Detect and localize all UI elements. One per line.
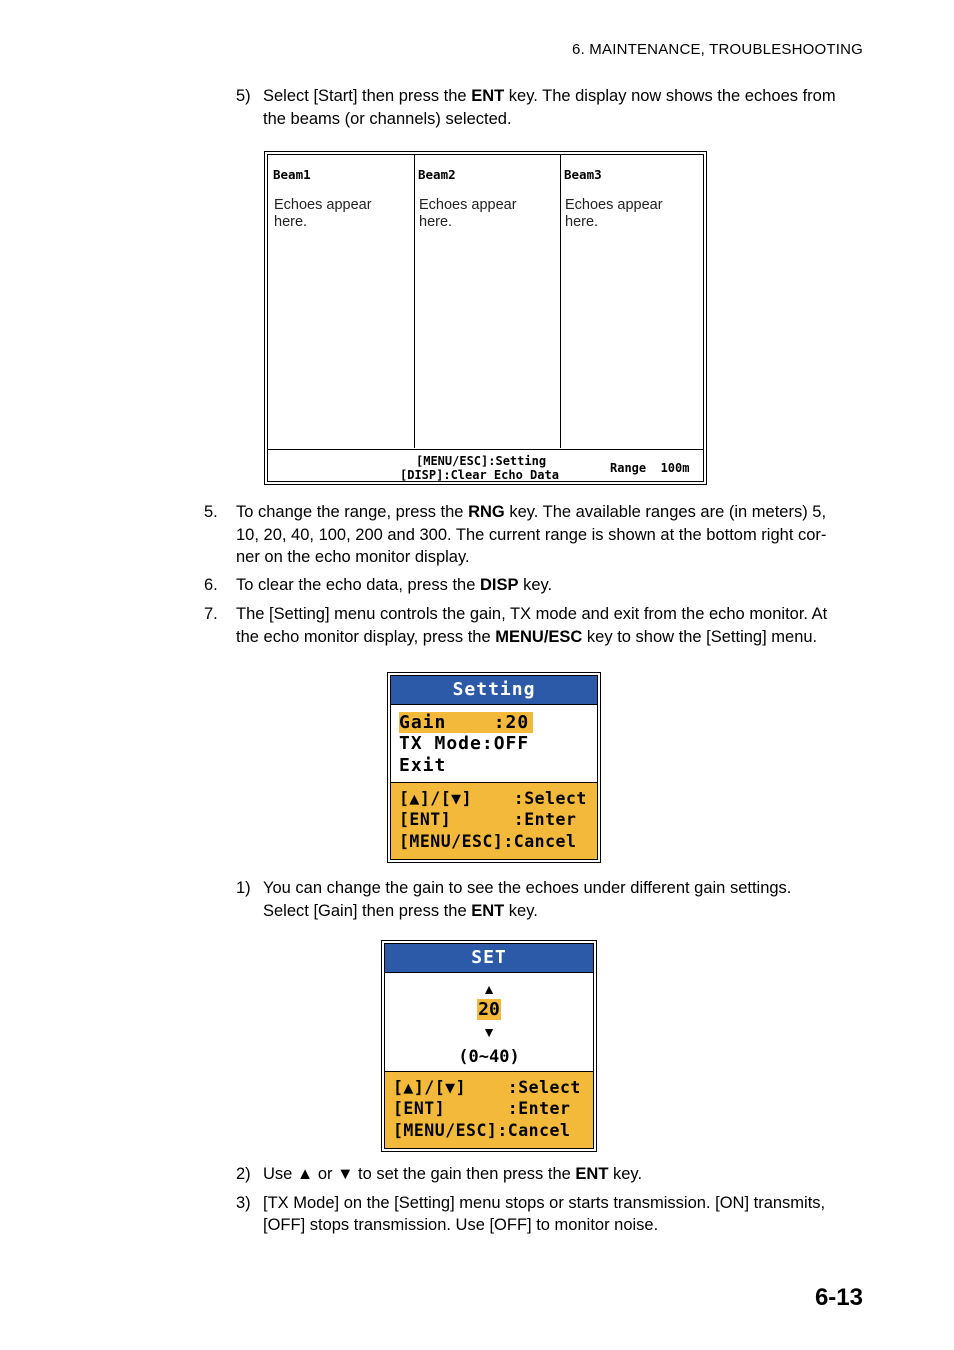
- menu-item-tx-mode[interactable]: TX Mode:OFF: [399, 733, 530, 754]
- substep-1: [0, 877, 954, 925]
- down-arrow-icon[interactable]: ▼: [482, 1024, 496, 1040]
- step-number: 3): [236, 1194, 251, 1212]
- setting-menu-footer: [391, 782, 597, 859]
- substep-2: [0, 1163, 954, 1187]
- step-text-line2: 10, 20, 40, 100, 200 and 300. The current range is shown at the bottom right cor-: [236, 526, 827, 544]
- step-text-line1: To change the range, press the RNG key. The available ranges are (in meters) 5,: [236, 503, 827, 521]
- step-text-line2: the echo monitor display, press the MENU/ESC key to show the [Setting] menu.: [236, 628, 818, 646]
- step-text-line3: ner on the echo monitor display.: [236, 548, 470, 566]
- gain-value-wrap: [385, 999, 593, 1020]
- substep-3: [0, 1192, 954, 1240]
- footer-select-hint: [▲]/[▼] :Select: [399, 789, 587, 808]
- beam-title: Beam3: [564, 167, 602, 182]
- step-5a: [0, 85, 954, 135]
- range-indicator: Range 100m: [610, 461, 690, 475]
- step-number: 2): [236, 1165, 251, 1183]
- step-number: 7.: [204, 605, 218, 623]
- beam-placeholder-text: Echoes appear here.: [419, 197, 517, 230]
- menu-item-gain[interactable]: Gain :20: [399, 712, 533, 733]
- beam-panel-3: [561, 155, 704, 448]
- step-text-line1: To clear the echo data, press the DISP key.: [236, 576, 553, 594]
- menu-item-exit[interactable]: Exit: [399, 755, 447, 776]
- beam-placeholder-text: Echoes appear here.: [274, 197, 372, 230]
- set-dialog-body: [385, 972, 593, 1075]
- step-text-line2: Select [Gain] then press the ENT key.: [263, 902, 538, 920]
- step-text-line1: [TX Mode] on the [Setting] menu stops or starts transmission. [ON] transmits,: [263, 1194, 826, 1212]
- beam-panel-2: [415, 155, 561, 448]
- step-number: 5): [236, 87, 251, 105]
- step-text-line1: Select [Start] then press the ENT key. The display now shows the echoes from: [263, 87, 836, 105]
- page-number: 6-13: [814, 1284, 863, 1311]
- step-text-line1: The [Setting] menu controls the gain, TX mode and exit from the echo monitor. At: [236, 605, 828, 623]
- step-text-line2: the beams (or channels) selected.: [263, 110, 512, 128]
- set-dialog-title: SET: [385, 944, 593, 972]
- up-arrow-icon[interactable]: ▲: [482, 981, 496, 997]
- footer-disp-hint: [DISP]:Clear Echo Data: [400, 468, 559, 482]
- step-number: 5.: [204, 503, 218, 521]
- footer-cancel-hint: [MENU/ESC]:Cancel: [399, 832, 577, 851]
- footer-enter-hint: [ENT] :Enter: [393, 1099, 571, 1118]
- step-number: 6.: [204, 576, 218, 594]
- gain-value[interactable]: 20: [478, 999, 500, 1020]
- step-text-line1: You can change the gain to see the echoes under different gain settings.: [263, 879, 792, 897]
- step-7: [0, 603, 954, 651]
- setting-menu-title: Setting: [391, 676, 597, 704]
- running-header: 6. MAINTENANCE, TROUBLESHOOTING: [572, 41, 863, 58]
- beam-title: Beam1: [273, 167, 311, 182]
- footer-select-hint: [▲]/[▼] :Select: [393, 1078, 581, 1097]
- beam-panel-1: [268, 155, 415, 448]
- gain-range: (0~40): [458, 1047, 520, 1067]
- footer-enter-hint: [ENT] :Enter: [399, 810, 577, 829]
- step-6: [0, 574, 954, 598]
- set-dialog-figure: [381, 940, 597, 1152]
- setting-menu-figure: [387, 672, 601, 863]
- monitor-footer: [268, 449, 703, 481]
- set-dialog-footer: [385, 1071, 593, 1148]
- step-number: 1): [236, 879, 251, 897]
- step-5: [0, 501, 954, 573]
- setting-menu-items: [391, 704, 597, 785]
- footer-cancel-hint: [MENU/ESC]:Cancel: [393, 1121, 571, 1140]
- beam-placeholder-text: Echoes appear here.: [565, 197, 663, 230]
- step-text-line2: [OFF] stops transmission. Use [OFF] to monitor noise.: [263, 1216, 659, 1234]
- step-text-line1: Use ▲ or ▼ to set the gain then press the ENT key.: [263, 1165, 643, 1183]
- echo-monitor-figure: [264, 151, 707, 485]
- footer-menu-hint: [MENU/ESC]:Setting: [416, 454, 547, 468]
- beam-title: Beam2: [418, 167, 456, 182]
